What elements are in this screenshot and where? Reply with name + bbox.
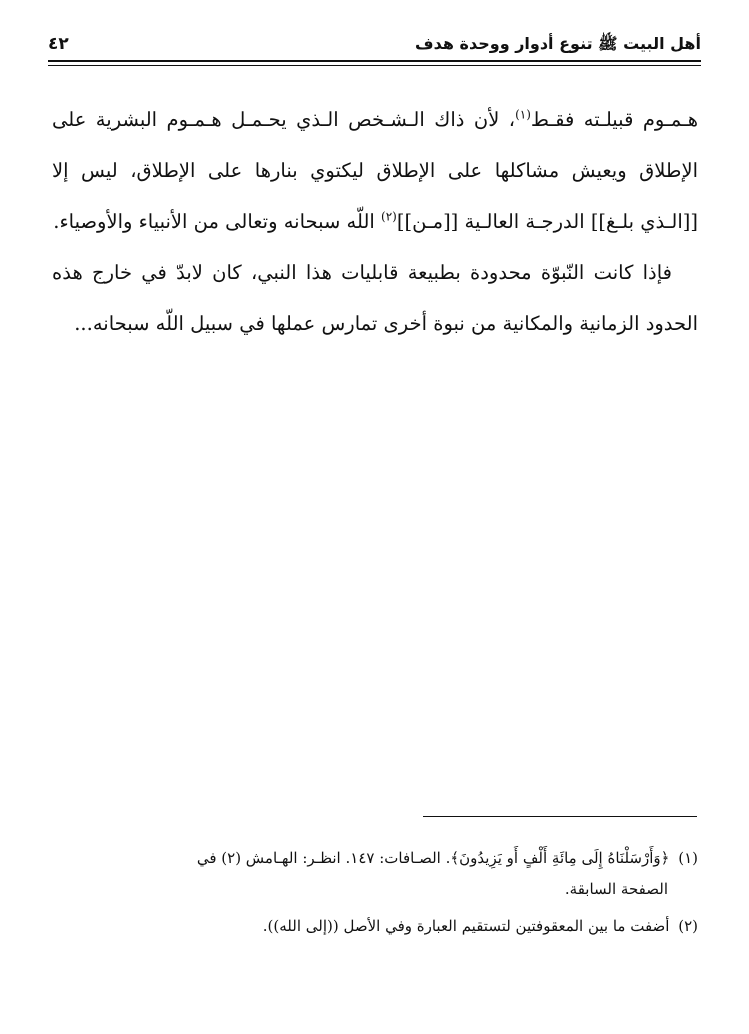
header-title: أهل البيت ﷺ تنوع أدوار ووحدة هدف — [415, 34, 701, 53]
paragraph-1-part-1: هـمـوم قبيلـته فقـط — [530, 108, 698, 131]
footnote-ref-2: (٢) — [381, 209, 397, 224]
page-number: ٤٢ — [48, 34, 69, 54]
header-rule-thick — [48, 60, 701, 62]
footnote-2-text: أضفت ما بين المعقوفتين لتستقيم العبارة وفي الأصل ((إلى الله)). — [262, 917, 670, 935]
footnote-1-number: (١) — [678, 849, 698, 867]
running-header — [48, 30, 701, 60]
footnote-2-number: (٢) — [678, 917, 698, 935]
footnote-1-text: ﴿وَأَرْسَلْنَاهُ إِلَى مِائَةِ أَلْفٍ أَو يَزِيدُونَ﴾. الصـافات: ١٤٧. انظـر: الهـامش (٢) في — [196, 849, 670, 867]
footnote-1-continuation: الصفحة السابقة. — [564, 880, 668, 898]
main-text — [52, 94, 698, 349]
footnotes — [50, 843, 698, 948]
footnote-ref-1: (١) — [515, 107, 531, 122]
paragraph-1-part-3: اللّه سبحانه وتعالى من الأنبياء والأوصياء. — [53, 210, 382, 233]
header-rule-thin — [48, 65, 701, 66]
footnote-separator — [423, 816, 697, 817]
footnote-2 — [50, 911, 698, 942]
paragraph-1-part-2: ، لأن ذاك الـشـخص الـذي يحـمـل هـمـوم البشرية على الإطلاق ويعيش مشاكلها على الإطلاق ليكتوي بنارها على الإطلاق، ليس إلا [[الـذي بلـغ]] الدرجـة العالـية [[مـن]] — [52, 108, 698, 233]
paragraph-2: فإذا كانت النّبوّة محدودة بطبيعة قابليات هذا النبي، كان لابدّ في خارج هذه الحدود الزمانية والمكانية من نبوة أخرى تمارس عملها في سبيل اللّه سبحانه... — [52, 261, 698, 335]
paragraph-1 — [52, 94, 698, 247]
footnote-1 — [50, 843, 698, 905]
